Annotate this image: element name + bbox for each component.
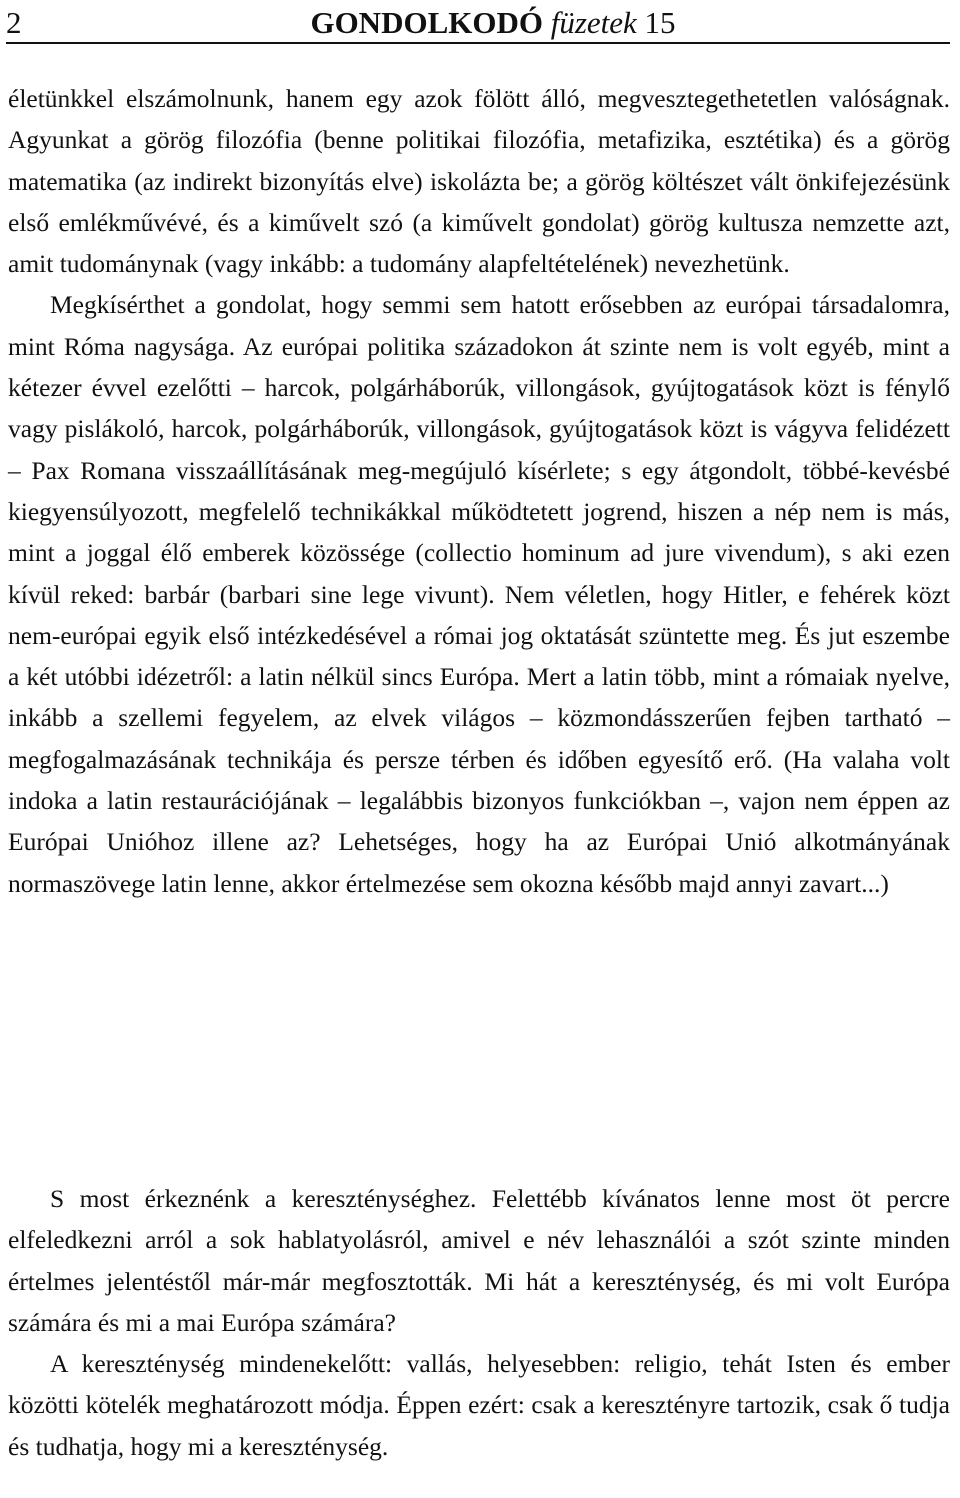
text-section-1 bbox=[8, 78, 950, 904]
issue-number: 15 bbox=[644, 5, 676, 40]
paragraph-rome: Megkísérthet a gondolat, hogy semmi sem hatott erősebben az európai társadalomra, mint Róma nagysága. Az európai politika századokon át szinte nem is volt egyéb, mint a kétezer évvel ezelőtti – harcok, polgárháborúk, villongások, gyújtogatások közt is fénylő vagy pislákoló, harcok, polgárháborúk, villongások, gyújtogatások közt is vágyva felidézett – Pax Romana visszaállításának meg-megújuló kísérlete; s egy átgondolt, többé-kevésbé kiegyensúlyozott, megfelelő technikákkal működtetett jogrend, hiszen a nép nem is más, mint a joggal élő emberek közössége (collectio hominum ad jure vivendum), s aki ezen kívül reked: barbár (barbari sine lege vivunt). Nem véletlen, hogy Hitler, e fehérek közt nem-európai egyik első intézkedésével a római jog oktatását szüntette meg. És jut eszembe a két utóbbi idézetről: a latin nélkül sincs Európa. Mert a latin több, mint a rómaiak nyelve, inkább a szellemi fegyelem, az elvek világos – közmondásszerűen fejben tartható – megfogalmazásának technikája és persze térben és időben egyesítő erő. (Ha valaha volt indoka a latin restaurációjának – legalábbis bizonyos funkciókban –, vajon nem éppen az Európai Unióhoz illene az? Lehetséges, hogy ha az Európai Unió alkotmányának normaszövege latin lenne, akkor értelmezése sem okozna később majd annyi zavart...) bbox=[8, 290, 950, 898]
paragraph-christianity-religio: A kereszténység mindenekelőtt: vallás, helyesebben: religio, tehát Isten és ember közötti kötelék meghatározott módja. Éppen ezért: csak a keresztényre tartozik, csak ő tudja és tudhatja, hogy mi a kereszténység. bbox=[8, 1349, 950, 1461]
page-number: 2 bbox=[6, 5, 22, 40]
running-header bbox=[6, 2, 950, 44]
paragraph-continued: életünkkel elszámolnunk, hanem egy azok fölött álló, megvesztegethetetlen valóságnak. Agyunkat a görög filozófia (benne politikai filozófia, metafizika, esztétika) és a görög matematika (az indirekt bizonyítás elve) iskolázta be; a görög költészet vált önkifejezésünk első emlékművévé, és a kiművelt szó (a kiművelt gondolat) görög kultusza nemzette azt, amit tudománynak (vagy inkább: a tudomány alapfeltételének) nevezhetünk. bbox=[8, 84, 950, 279]
running-title bbox=[6, 6, 950, 40]
paragraph-christianity-intro: S most érkeznénk a kereszténységhez. Felettébb kívánatos lenne most öt percre elfeledkezni arról a sok hablatyolásról, amivel e név lehasználói a szót szinte minden értelmes jelentéstől már-már megfosztották. Mi hát a kereszténység, és mi volt Európa számára és mi a mai Európa számára? bbox=[8, 1184, 950, 1337]
series-title: füzetek bbox=[550, 5, 637, 40]
journal-title: GONDOLKODÓ bbox=[310, 5, 543, 40]
text-section-2 bbox=[8, 1178, 950, 1467]
